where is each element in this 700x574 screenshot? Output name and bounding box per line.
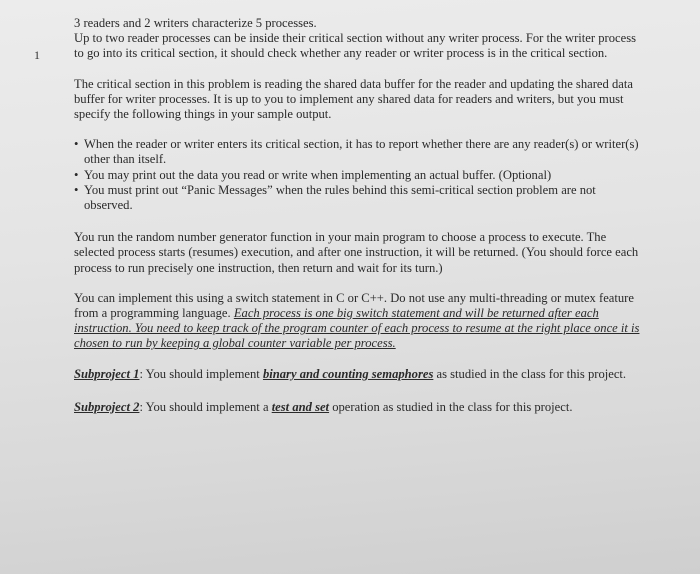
subproject-2-label: Subproject 2	[74, 399, 140, 414]
bullet-icon: •	[74, 182, 79, 197]
subproject-1-after: as studied in the class for this project.	[433, 366, 627, 381]
bullet-text: You must print out “Panic Messages” when the rules behind this semi-critical section problem are not observed.	[84, 182, 596, 213]
subproject-2-emphasis: test and set	[271, 399, 330, 414]
random-paragraph: You run the random number generator function in your main program to choose a process to execute. The selected process starts (resumes) execution, and after one instruction, it will be returned. (You should force each process to run precisely one instruction, then return and wait for its turn.)	[74, 230, 639, 275]
list-item	[74, 168, 642, 183]
subproject-2	[74, 400, 642, 415]
list-item	[74, 183, 642, 213]
subproject-1-label: Subproject 1	[74, 366, 140, 381]
subproject-1	[74, 367, 642, 382]
bullet-text: You may print out the data you read or write when implementing an actual buffer. (Optional)	[84, 167, 552, 182]
subproject-1-emphasis: binary and counting semaphores	[262, 366, 434, 381]
intro-line-1: 3 readers and 2 writers characterize 5 processes.	[74, 16, 317, 30]
bullet-list	[74, 137, 642, 213]
bullet-text: When the reader or writer enters its critical section, it has to report whether there are any reader(s) or writer(s) other than itself.	[84, 137, 639, 167]
document-page	[74, 16, 642, 433]
list-item	[74, 137, 642, 167]
margin-mark: 1	[34, 48, 40, 62]
bullet-icon: •	[74, 167, 79, 182]
bullet-icon: •	[74, 137, 79, 152]
subproject-2-before: : You should implement a	[139, 399, 272, 414]
subproject-1-before: : You should implement	[139, 366, 263, 381]
subproject-2-after: operation as studied in the class for this project.	[329, 399, 573, 414]
intro-paragraph	[74, 16, 642, 62]
switch-plain-text: You can implement this using a switch statement in C or C++. Do not use any multi-threading or mutex feature from a programming language.	[74, 290, 634, 321]
switch-paragraph	[74, 291, 642, 352]
critical-section-paragraph: The critical section in this problem is reading the shared data buffer for the reader and updating the shared data buffer for writer processes. It is up to you to implement any shared data for readers and writers, but you must specify the following things in your sample output.	[74, 76, 633, 122]
switch-emphasis-text: Each process is one big switch statement and will be returned after each instruction. You need to keep track of the program counter of each process to resume at the right place once it is chosen to run by keeping a global counter variable per process.	[74, 306, 640, 351]
intro-line-2: Up to two reader processes can be inside their critical section without any writer process. For the writer process to go into its critical section, it should check whether any reader or writer process is in the critical section.	[74, 31, 636, 61]
